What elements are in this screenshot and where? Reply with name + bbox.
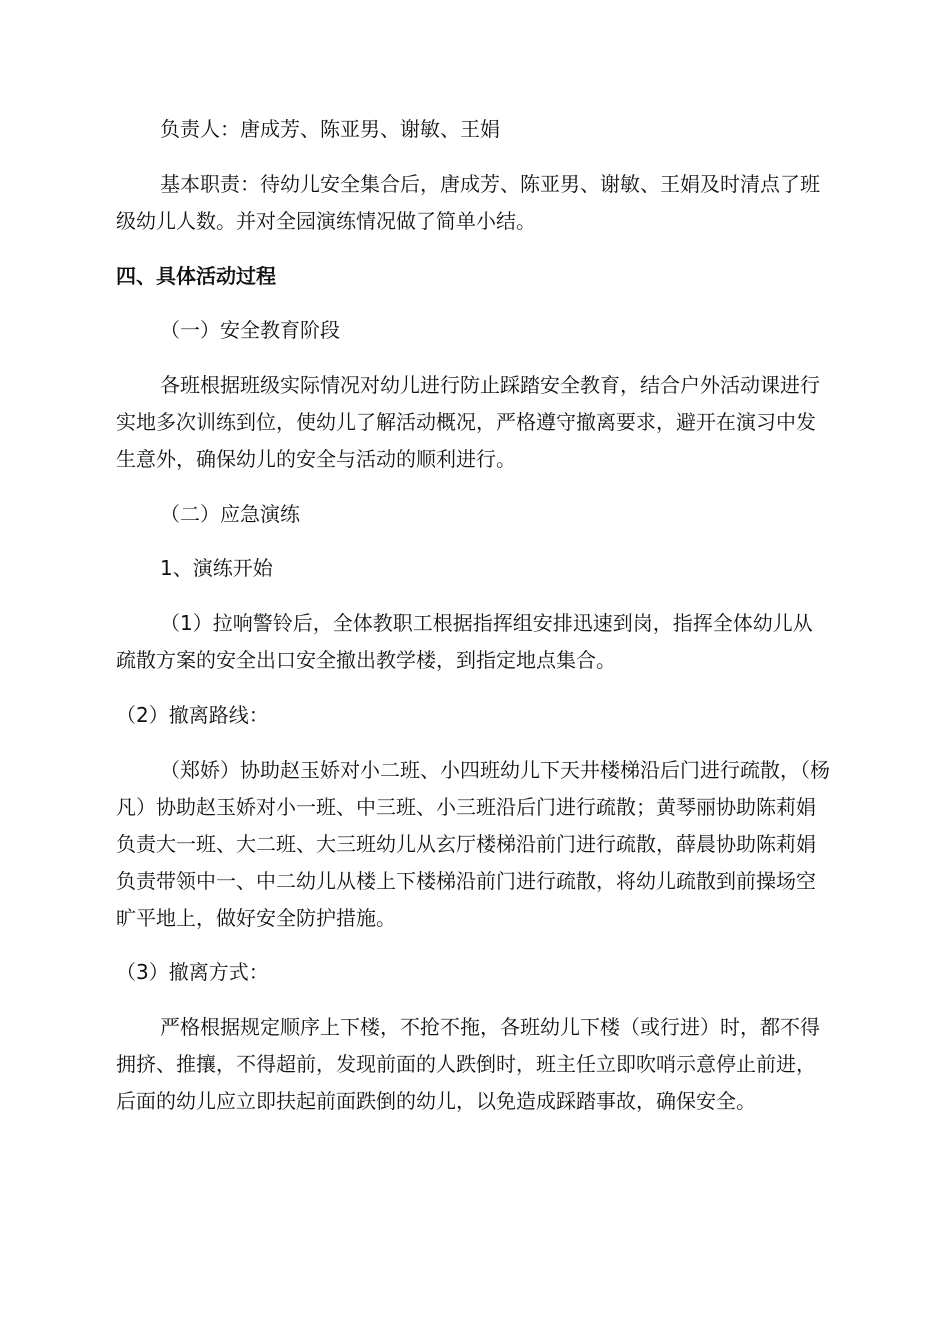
subsection-body-1: 各班根据班级实际情况对幼儿进行防止踩踏安全教育，结合户外活动课进行实地多次训练到位，使幼儿了解活动概况，严格遵守撤离要求，避开在演习中发生意外，确保幼儿的安全与活动的顺利进行。 (116, 373, 820, 471)
step-title-1: 1、演练开始 (160, 556, 273, 580)
responsible-persons: 负责人：唐成芳、陈亚男、谢敏、王娟 (160, 117, 500, 141)
item-3-title: （3）撤离方式： (116, 960, 269, 984)
section-heading: 四、具体活动过程 (116, 264, 276, 288)
subsection-title-1: （一）安全教育阶段 (160, 318, 340, 342)
subsection-title-2: （二）应急演练 (160, 502, 300, 526)
item-2-body: （郑娇）协助赵玉娇对小二班、小四班幼儿下天井楼梯沿后门进行疏散，（杨凡）协助赵玉娇对小一班、中三班、小三班沿后门进行疏散；黄琴丽协助陈莉娟负责大一班、大二班、大三班幼儿从玄厅楼梯沿前门进行疏散，薛晨协助陈莉娟负责带领中一、中二幼儿从楼上下楼梯沿前门进行疏散，将幼儿疏散到前操场空旷平地上，做好安全防护措施。 (116, 758, 830, 930)
item-2-title: （2）撤离路线： (116, 703, 269, 727)
basic-duties: 基本职责：待幼儿安全集合后，唐成芳、陈亚男、谢敏、王娟及时清点了班级幼儿人数。并对全园演练情况做了简单小结。 (116, 172, 820, 233)
item-1: （1）拉响警铃后，全体教职工根据指挥组安排迅速到岗，指挥全体幼儿从疏散方案的安全出口安全撤出教学楼，到指定地点集合。 (116, 611, 813, 672)
item-3-body: 严格根据规定顺序上下楼，不抢不拖，各班幼儿下楼（或行进）时，都不得拥挤、推攘，不得超前，发现前面的人跌倒时，班主任立即吹哨示意停止前进，后面的幼儿应立即扶起前面跌倒的幼儿，以免造成踩踏事故，确保安全。 (116, 1015, 820, 1113)
